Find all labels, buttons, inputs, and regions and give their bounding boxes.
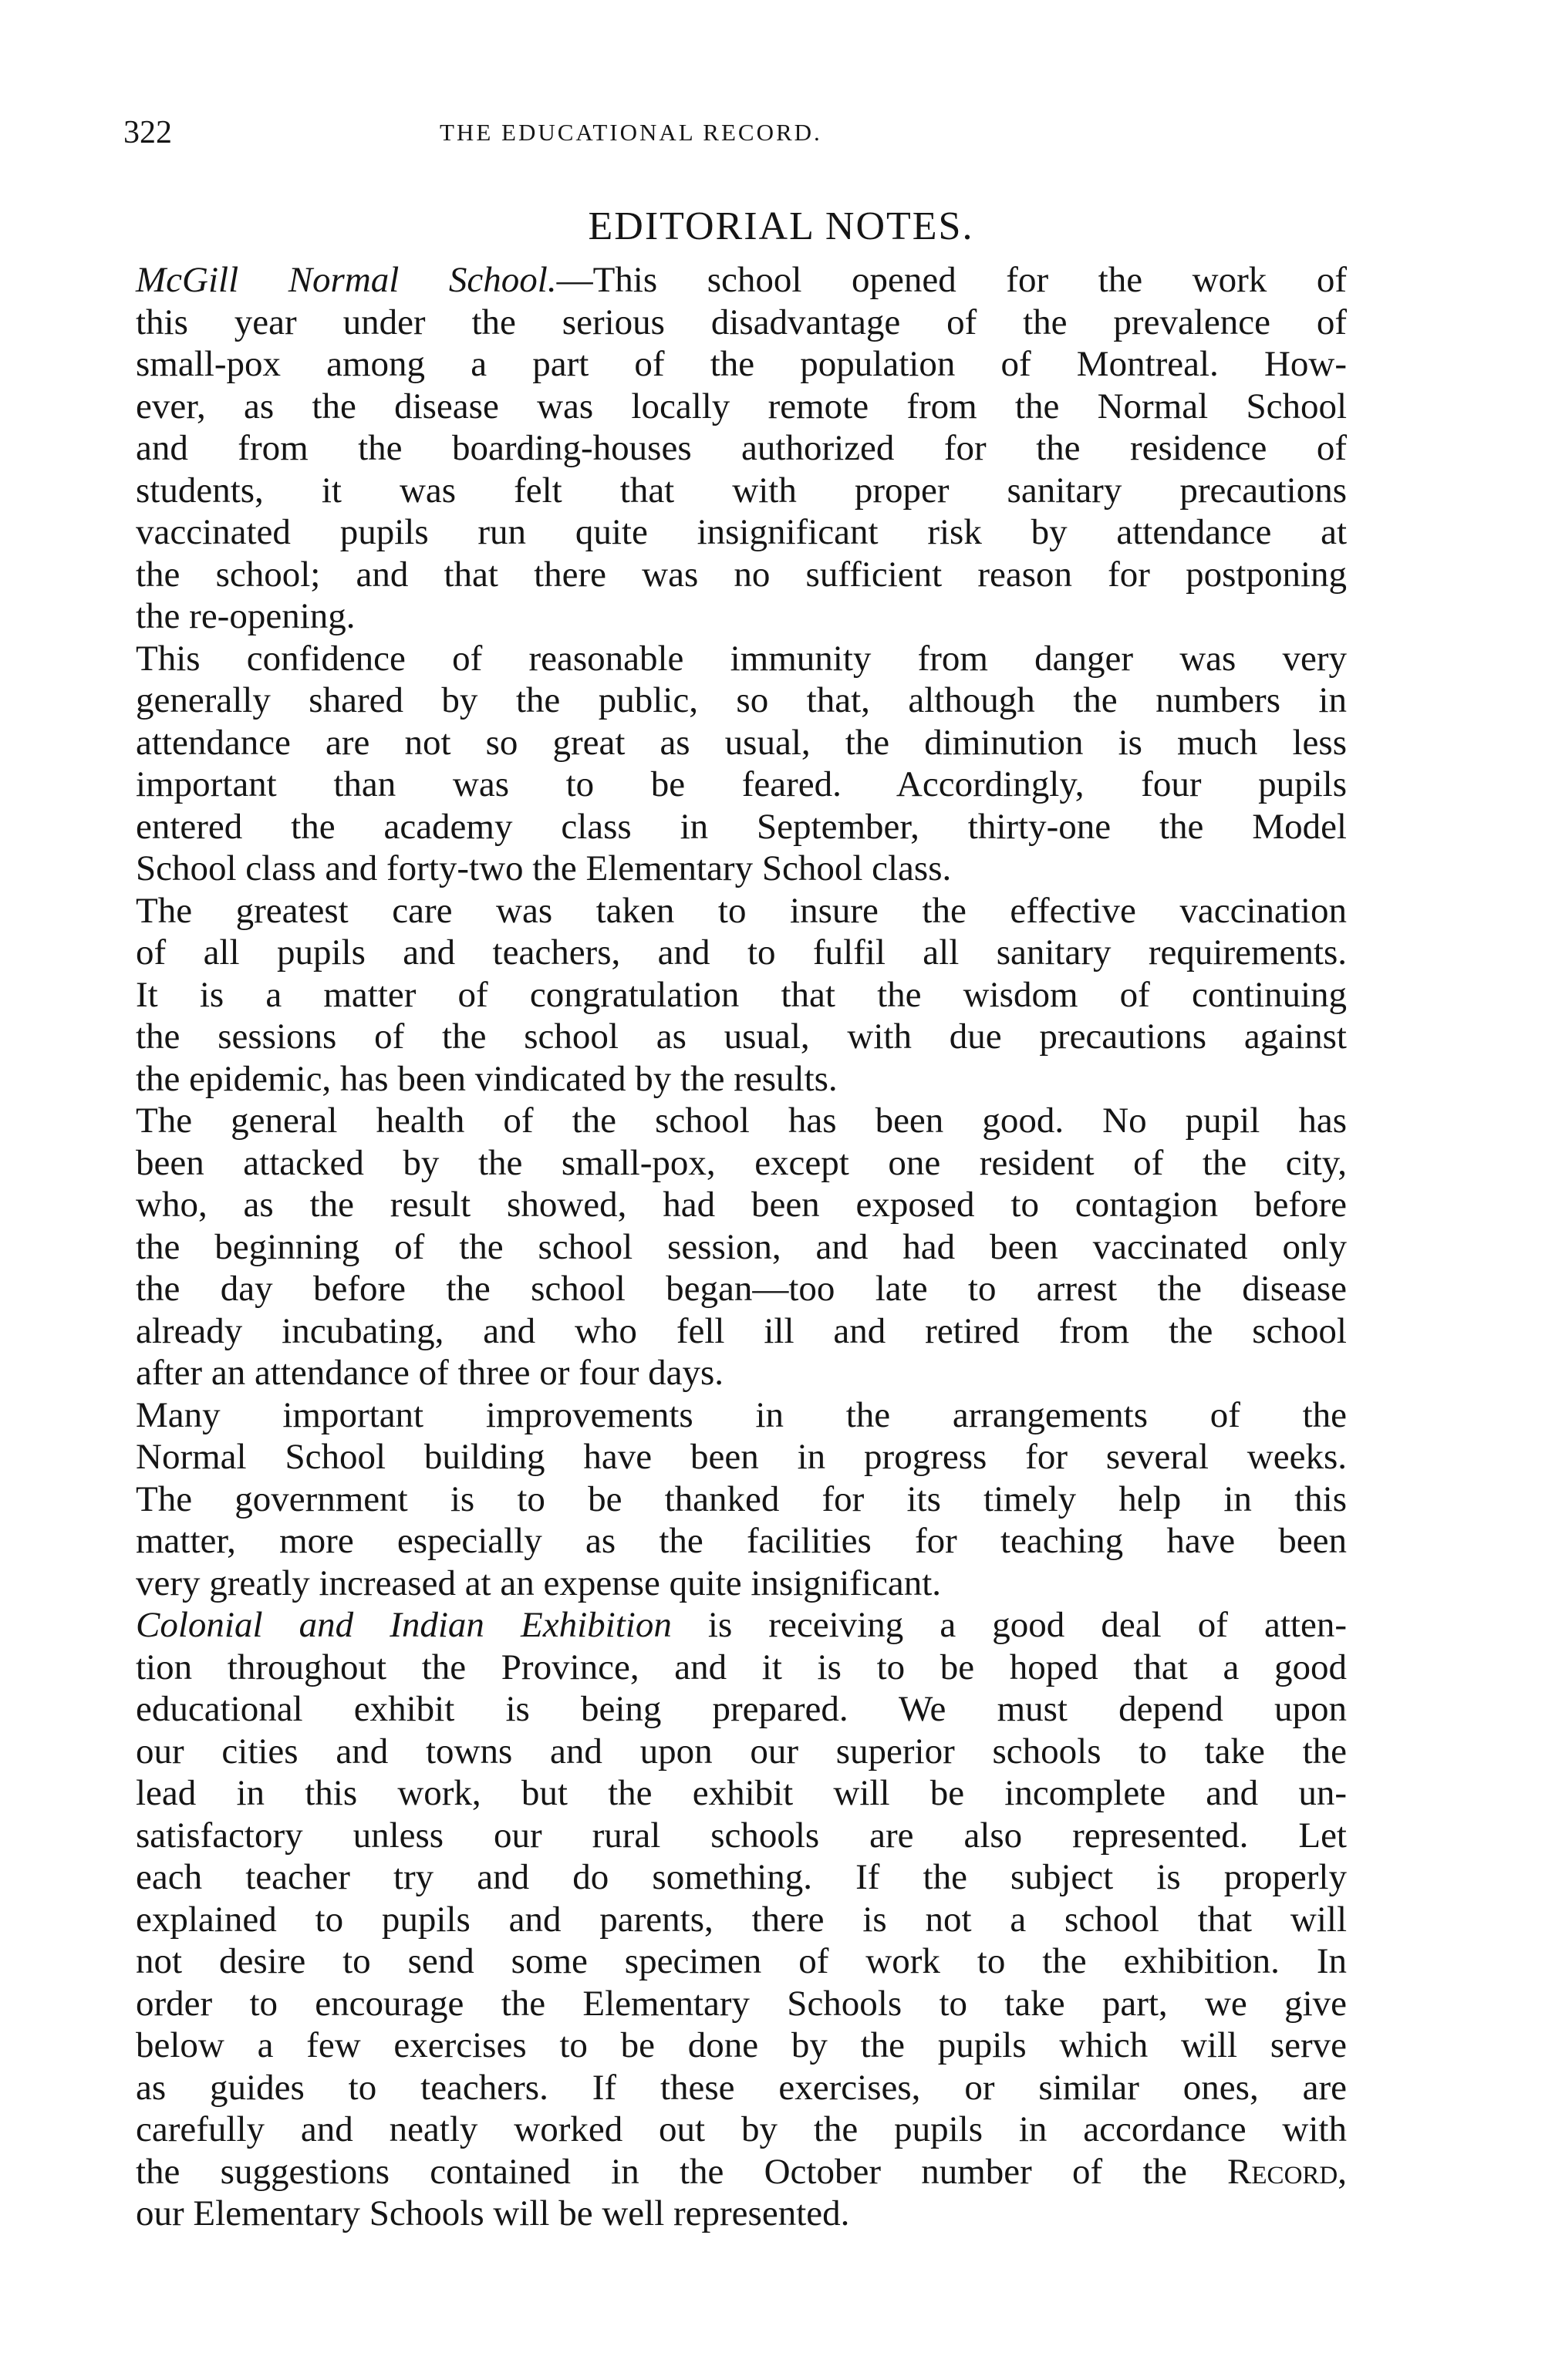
text-line: the re-opening. bbox=[136, 596, 356, 636]
text-line: carefully and neatly worked out by the pupils in accordance with bbox=[136, 2109, 1347, 2149]
text-line: This confidence of reasonable immunity from danger was very bbox=[136, 638, 1347, 679]
text-line: tion throughout the Province, and it is to be hoped that a good bbox=[136, 1647, 1347, 1687]
text-line: order to encourage the Elementary Schools to take part, we give bbox=[136, 1983, 1347, 2024]
text-line: It is a matter of congratulation that the wisdom of continuing bbox=[136, 974, 1347, 1015]
text-line: and from the boarding-houses authorized for the residence of bbox=[136, 428, 1347, 468]
text-line: satisfactory unless our rural schools are also represented. Let bbox=[136, 1815, 1347, 1856]
text-line: below a few exercises to be done by the pupils which will serve bbox=[136, 2025, 1347, 2065]
line-text: —This school opened for the work of bbox=[556, 260, 1347, 300]
text-line: lead in this work, but the exhibit will be incomplete and un- bbox=[136, 1773, 1347, 1813]
text-line bbox=[136, 2151, 1347, 2193]
text-line: not desire to send some specimen of work to the exhibition. In bbox=[136, 1941, 1347, 1981]
paragraph-normal-school-opening bbox=[136, 259, 1347, 638]
text-line: each teacher try and do something. If the subject is properly bbox=[136, 1857, 1347, 1897]
paragraph-lead: McGill Normal School. bbox=[136, 260, 557, 300]
running-head bbox=[123, 114, 1365, 160]
text-line: after an attendance of three or four days. bbox=[136, 1353, 724, 1393]
text-line: our Elementary Schools will be well represented. bbox=[136, 2193, 850, 2233]
text-line: The government is to be thanked for its timely help in this bbox=[136, 1478, 1347, 1519]
text-line: entered the academy class in September, thirty-one the Model bbox=[136, 806, 1347, 847]
paragraph-public-confidence bbox=[136, 638, 1347, 890]
text-line: Normal School building have been in progress for several weeks. bbox=[136, 1437, 1347, 1477]
text-line: of all pupils and teachers, and to fulfil all sanitary requirements. bbox=[136, 932, 1347, 973]
text-line: Many important improvements in the arrangements of the bbox=[136, 1394, 1347, 1435]
text-line: as guides to teachers. If these exercises, or similar ones, are bbox=[136, 2067, 1347, 2108]
paragraph-lead: Colonial and Indian Exhibition bbox=[136, 1605, 672, 1645]
paragraph-general-health bbox=[136, 1100, 1347, 1394]
text-line: The general health of the school has been good. No pupil has bbox=[136, 1101, 1347, 1141]
text-line: ever, as the disease was locally remote from the Normal School bbox=[136, 386, 1347, 426]
text-line: very greatly increased at an expense quite insignificant. bbox=[136, 1563, 942, 1603]
text-line: School class and forty-two the Elementary School class. bbox=[136, 848, 952, 888]
text-line: matter, more especially as the facilities for teaching have been bbox=[136, 1521, 1347, 1561]
journal-name-caps: Record, bbox=[1227, 2151, 1347, 2192]
article-body bbox=[136, 259, 1347, 2235]
paragraph-building-improvements bbox=[136, 1394, 1347, 1605]
paragraph-colonial-exhibition bbox=[136, 1604, 1347, 2235]
text-line: vaccinated pupils run quite insignificant risk by attendance at bbox=[136, 512, 1347, 552]
text-line: been attacked by the small-pox, except one resident of the city, bbox=[136, 1142, 1347, 1183]
text-line: small-pox among a part of the population of Montreal. How- bbox=[136, 344, 1347, 384]
text-line: the beginning of the school session, and had been vaccinated only bbox=[136, 1226, 1347, 1267]
text-line bbox=[136, 1604, 1347, 1647]
text-line: already incubating, and who fell ill and retired from the school bbox=[136, 1310, 1347, 1351]
text-line: the school; and that there was no sufficient reason for postponing bbox=[136, 554, 1347, 595]
text-line: students, it was felt that with proper sanitary precautions bbox=[136, 470, 1347, 511]
section-title: EDITORIAL NOTES. bbox=[588, 204, 974, 248]
text-line: the epidemic, has been vindicated by the results. bbox=[136, 1058, 838, 1099]
paragraph-vaccination-care bbox=[136, 890, 1347, 1101]
text-line: explained to pupils and parents, there is not a school that will bbox=[136, 1899, 1347, 1940]
text-line: our cities and towns and upon our superior schools to take the bbox=[136, 1731, 1347, 1772]
text-line bbox=[136, 259, 1347, 302]
text-line: generally shared by the public, so that, although the numbers in bbox=[136, 680, 1347, 720]
line-text: is receiving a good deal of atten- bbox=[671, 1605, 1347, 1645]
text-line: educational exhibit is being prepared. We must depend upon bbox=[136, 1689, 1347, 1729]
text-line: this year under the serious disadvantage of the prevalence of bbox=[136, 302, 1347, 342]
page-number: 322 bbox=[123, 115, 172, 150]
text-line: The greatest care was taken to insure the effective vaccination bbox=[136, 890, 1347, 931]
text-line: who, as the result showed, had been exposed to contagion before bbox=[136, 1185, 1347, 1225]
text-line: the day before the school began—too late to arrest the disease bbox=[136, 1269, 1347, 1309]
journal-title: THE EDUCATIONAL RECORD. bbox=[440, 119, 822, 146]
text-line: attendance are not so great as usual, the diminution is much less bbox=[136, 722, 1347, 763]
text-line: the sessions of the school as usual, with due precautions against bbox=[136, 1016, 1347, 1057]
line-text: the suggestions contained in the October number of the bbox=[136, 2151, 1228, 2192]
text-line: important than was to be feared. Accordingly, four pupils bbox=[136, 764, 1347, 804]
